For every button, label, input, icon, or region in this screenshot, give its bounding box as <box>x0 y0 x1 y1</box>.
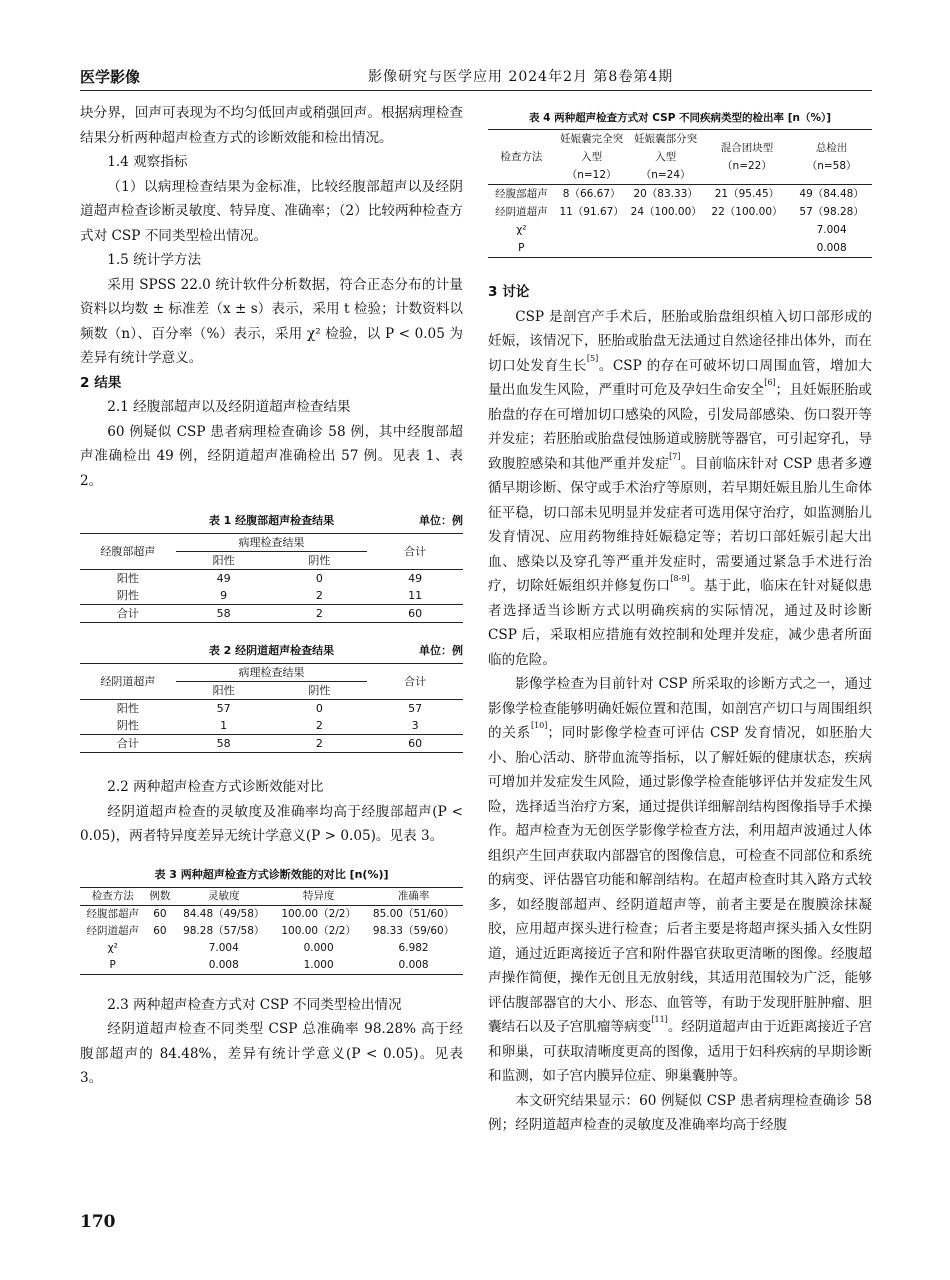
table-1-caption <box>80 513 463 529</box>
table-cell: 100.00（2/2） <box>281 924 356 937</box>
table-row <box>488 185 872 204</box>
text-run: 。经阴道超声由于近距离接近子宫和卵巢，可获取清晰度更高的图像，适用于妇科疾病的早期诊断和监测，如子宫内膜异位症、卵巢囊肿等。 <box>488 1019 873 1084</box>
table-header <box>703 130 792 185</box>
table-cell: χ² <box>107 941 118 954</box>
table-cell: 49 <box>408 572 423 585</box>
table-4 <box>488 129 872 258</box>
caption-text: 表 2 经阴道超声检查结果 <box>208 644 335 657</box>
table-cell: 合计 <box>116 737 139 750</box>
table-cell: 0 <box>315 572 323 585</box>
text-run: 。基于此，临床在针对疑似患者选择适当诊断方式以明确疾病的实际情况，通过及时诊断 CSP 后，采取相应措施有效控制和处理并发症，减少患者所面临的危险。 <box>488 578 872 668</box>
table-2-caption <box>80 643 463 659</box>
table-cell <box>145 957 174 975</box>
table-cell: 11 <box>408 589 423 602</box>
table-cell: 经阴道超声 <box>86 924 139 937</box>
table-cell <box>145 940 174 957</box>
table-header: 特异度 <box>302 889 335 902</box>
table-row <box>488 221 872 239</box>
table-cell: 60 <box>408 737 423 750</box>
table-cell: 0 <box>315 702 323 715</box>
section-label: 医学影像 <box>80 68 141 86</box>
table-header: 检查方法 <box>91 889 134 902</box>
table-cell: P <box>518 242 525 254</box>
header-line: （n=58） <box>806 160 857 172</box>
table-cell: 0.008 <box>208 958 239 971</box>
table-cell: 57 <box>408 702 423 715</box>
header-line: （n=12） <box>566 169 617 181</box>
table-cell <box>555 239 629 258</box>
table-cell: 100.00（2/2） <box>281 907 356 920</box>
table-cell: 98.33（59/60） <box>372 924 455 937</box>
table-cell: 合计 <box>116 607 139 620</box>
heading-3: 3 讨论 <box>488 284 530 300</box>
unit-label: 单位：例 <box>419 644 463 657</box>
table-header: 病理检查结果 <box>176 534 368 552</box>
table-header: 合计 <box>367 664 463 700</box>
table-row <box>488 239 872 258</box>
table-cell: P <box>109 958 116 971</box>
page-number: 170 <box>80 1212 116 1232</box>
paragraph: 本文研究结果显示：60 例疑似 CSP 患者病理检查确诊 58 例；经阴道超声检查的灵敏度及准确率均高于经腹 <box>488 1092 872 1133</box>
table-cell <box>629 221 703 239</box>
table-cell: χ² <box>516 224 527 236</box>
table-header: 阳性 <box>212 684 235 697</box>
paragraph: （1）以病理检查结果为金标准，比较经腹部超声以及经阴道超声检查诊断灵敏度、特异度、准确率；（2）比较两种检查方式对 CSP 不同类型检出情况。 <box>80 178 463 244</box>
text-run: 。目前临床针对 CSP 患者多遵循早期诊断、保守或手术治疗等原则，若早期妊娠且胎儿生命体征平稳，切口部未见明显并发症者可选用保守治疗，如监测胎儿发育情况、应用药物维持妊娠稳定等；若切口部妊娠引起大出血、感染以及穿孔等严重并发症时，需要通过紧急手术进行治疗，切除妊娠组织并修复伤口 <box>488 455 872 594</box>
table-cell: 21（95.45） <box>714 188 780 200</box>
table-cell: 2 <box>315 719 323 732</box>
table-cell: 2 <box>315 607 323 620</box>
table-row <box>488 203 872 221</box>
table-cell: 经腹部超声 <box>495 188 548 200</box>
table-cell: 58 <box>216 607 231 620</box>
table-cell: 3 <box>411 719 419 732</box>
table-header <box>555 130 629 185</box>
table-cell: 22（100.00） <box>711 206 783 218</box>
paragraph <box>488 305 872 673</box>
table-header: 病理检查结果 <box>176 664 368 682</box>
table-cell: 阴性 <box>116 589 139 602</box>
table-cell: 0.000 <box>303 941 334 954</box>
table-row <box>80 587 463 605</box>
table-cell: 7.004 <box>208 941 239 954</box>
table-cell: 8（66.67） <box>562 188 621 200</box>
table-cell: 2 <box>315 737 323 750</box>
table-cell: 49 <box>216 572 231 585</box>
right-column <box>488 110 872 1138</box>
table-cell: 60 <box>408 607 423 620</box>
paragraph: 采用 SPSS 22.0 统计软件分析数据，符合正态分布的计量资料以均数 ± 标准差（x ± s）表示，采用 t 检验；计数资料以频数（n）、百分率（%）表示，采用 χ² 检验，以 P < 0.05 为差异有统计学意义。 <box>80 276 463 366</box>
caption-text: 表 1 经腹部超声检查结果 <box>208 514 335 527</box>
text-run: 影像学检查为目前针对 CSP 所采取的诊断方式之一，通过影像学检查能够明确妊娠位置和范围，如剖宫产切口与周围组织的关系 <box>488 676 872 741</box>
table-cell: 阴性 <box>116 719 139 732</box>
text-run: ；同时影像学检查可评估 CSP 发育情况，如胚胎大小、胎心活动、脐带血流等指标，以了解妊娠的健康状态，疾病可增加并发症发生风险，通过影像学检查能够评估并发症发生风险，选择适当治疗方案，通过提供详细解剖结构图像指导手术操作。超声检查为无创医学影像学检查方法，利用超声波通过人体组织产生回声获取内部器官的图像信息，可检查不同部位和系统的病变、评估器官功能和解剖结构。在超声检查时其入路方式较多，如经腹部超声、经阴道超声等，前者主要是在腹膜涂抹凝胶，应用超声探头进行检查；后者主要是将超声探头插入女性阴道，通过近距离接近子宫和附件器官获取更清晰的图像。经腹超声操作简便，操作无创且无放射线，其适用范围较为广泛，能够评估腹部器官的大小、形态、血管等，有助于发现肝脏肿瘤、胆囊结石以及子宫肌瘤等病变 <box>488 725 872 1035</box>
table-cell: 58 <box>216 737 231 750</box>
table-3-caption <box>80 867 463 883</box>
table-cell: 24（100.00） <box>630 206 702 218</box>
table-row <box>80 570 463 588</box>
paragraph: 经阴道超声检查不同类型 CSP 总准确率 98.28% 高于经腹部超声的 84.48%，差异有统计学意义(P < 0.05)。见表 3。 <box>80 1021 463 1086</box>
table-header: 经腹部超声 <box>80 534 176 570</box>
table-cell: 98.28（57/58） <box>183 924 265 937</box>
table-header: 阳性 <box>212 554 235 567</box>
table-header <box>629 130 703 185</box>
table-row <box>80 700 463 718</box>
header-line: 妊娠囊部分突入型 <box>634 133 698 163</box>
caption-text: 表 4 两种超声检查方式对 CSP 不同疾病类型的检出率 [n（%）] <box>528 112 832 124</box>
table-row <box>80 905 463 923</box>
table-row <box>80 957 463 975</box>
table-header: 例数 <box>149 889 171 902</box>
table-row <box>80 717 463 735</box>
caption-text: 表 3 两种超声检查方式诊断效能的对比 [n(%)] <box>154 867 389 881</box>
table-cell: 经腹部超声 <box>86 907 139 920</box>
table-cell: 1 <box>220 719 228 732</box>
heading-2-2: 2.2 两种超声检查方式诊断效能对比 <box>107 779 324 795</box>
citation: [6] <box>764 378 776 387</box>
left-column <box>80 101 463 1091</box>
citation: [10] <box>530 721 548 730</box>
table-cell: 57 <box>216 702 231 715</box>
table-4-caption <box>488 110 872 126</box>
text-run: ；且妊娠胚胎或胎盘的存在可增加切口感染的风险，引发局部感染、伤口裂开等并发症；若胚胎或胎盘侵蚀肠道或膀胱等器官，可引起穿孔，导致腹腔感染和其他严重并发症 <box>488 382 873 472</box>
table-cell: 60 <box>153 907 167 920</box>
table-row <box>80 923 463 940</box>
header-line: （n=24） <box>640 169 691 181</box>
table-row <box>80 940 463 957</box>
table-header: 合计 <box>367 534 463 570</box>
table-cell: 6.982 <box>398 941 429 954</box>
table-cell: 9 <box>220 589 228 602</box>
table-cell <box>703 221 792 239</box>
table-cell: 1.000 <box>303 958 334 971</box>
table-cell: 84.48（49/58） <box>183 907 265 920</box>
paragraph: 块分界，回声可表现为不均匀低回声或稍强回声。根据病理检查结果分析两种超声检查方式的诊断效能和检出情况。 <box>80 105 463 146</box>
table-cell: 2 <box>315 589 323 602</box>
table-cell <box>555 221 629 239</box>
citation: [5] <box>586 353 599 363</box>
table-cell: 阳性 <box>116 702 139 715</box>
header-line: （n=22） <box>722 160 772 172</box>
header-line: 妊娠囊完全突入型 <box>560 133 624 163</box>
journal-info: 影像研究与医学应用 2024年2月 第8卷第4期 <box>368 69 674 85</box>
citation: [7] <box>669 451 681 461</box>
heading-2: 2 结果 <box>80 374 122 391</box>
table-header: 准确率 <box>397 889 430 902</box>
table-cell: 0.008 <box>398 958 429 971</box>
table-cell: 57（98.28） <box>799 206 864 218</box>
table-cell: 阳性 <box>116 572 139 585</box>
citation: [8-9] <box>670 574 690 583</box>
table-cell: 85.00（51/60） <box>372 907 455 920</box>
table-cell: 0.008 <box>816 242 847 254</box>
text-run: CSP 是剖宫产手术后，胚胎或胎盘组织植入切口部形成的妊娠，该情况下，胚胎或胎盘无法通过自然途径排出体外，而在切口处发育生长 <box>488 308 872 374</box>
table-header: 灵敏度 <box>207 889 240 902</box>
heading-2-1: 2.1 经腹部超声以及经阴道超声检查结果 <box>107 399 351 415</box>
header-line: 总检出 <box>815 142 848 154</box>
table-cell <box>629 239 703 258</box>
heading-1-5: 1.5 统计学方法 <box>107 252 202 268</box>
running-header <box>80 66 872 91</box>
table-3 <box>80 887 463 975</box>
paragraph <box>488 672 872 1089</box>
table-row <box>80 735 463 753</box>
heading-2-3: 2.3 两种超声检查方式对 CSP 不同类型检出情况 <box>107 996 402 1013</box>
table-cell: 经阴道超声 <box>495 206 548 218</box>
table-2 <box>80 663 463 753</box>
text-run: 。CSP 的存在可破坏切口周围血管，增加大量出血发生风险，严重时可危及孕妇生命安全 <box>488 357 872 398</box>
table-row <box>80 605 463 623</box>
paragraph: 60 例疑似 CSP 患者病理检查确诊 58 例，其中经腹部超声准确检出 49 例，经阴道超声准确检出 57 例。见表 1、表 2。 <box>80 423 463 489</box>
heading-1-4: 1.4 观察指标 <box>107 154 188 170</box>
table-cell: 11（91.67） <box>559 206 624 218</box>
table-header: 经阴道超声 <box>80 664 176 700</box>
citation: [11] <box>651 1015 668 1024</box>
header-line: 混合团块型 <box>720 142 774 154</box>
table-header: 阴性 <box>308 684 331 697</box>
paragraph: 经阴道超声检查的灵敏度及准确率均高于经腹部超声(P < 0.05)，两者特异度差异无统计学意义(P > 0.05)。见表 3。 <box>80 803 463 844</box>
table-cell: 60 <box>153 924 167 937</box>
table-1 <box>80 533 463 623</box>
unit-label: 单位：例 <box>419 514 463 527</box>
table-header: 检查方法 <box>500 151 543 163</box>
table-cell: 7.004 <box>816 224 847 236</box>
table-cell <box>703 239 792 258</box>
table-cell: 20（83.33） <box>633 188 698 200</box>
table-header: 阴性 <box>308 554 331 567</box>
table-header <box>791 130 872 185</box>
table-cell: 49（84.48） <box>799 188 864 200</box>
